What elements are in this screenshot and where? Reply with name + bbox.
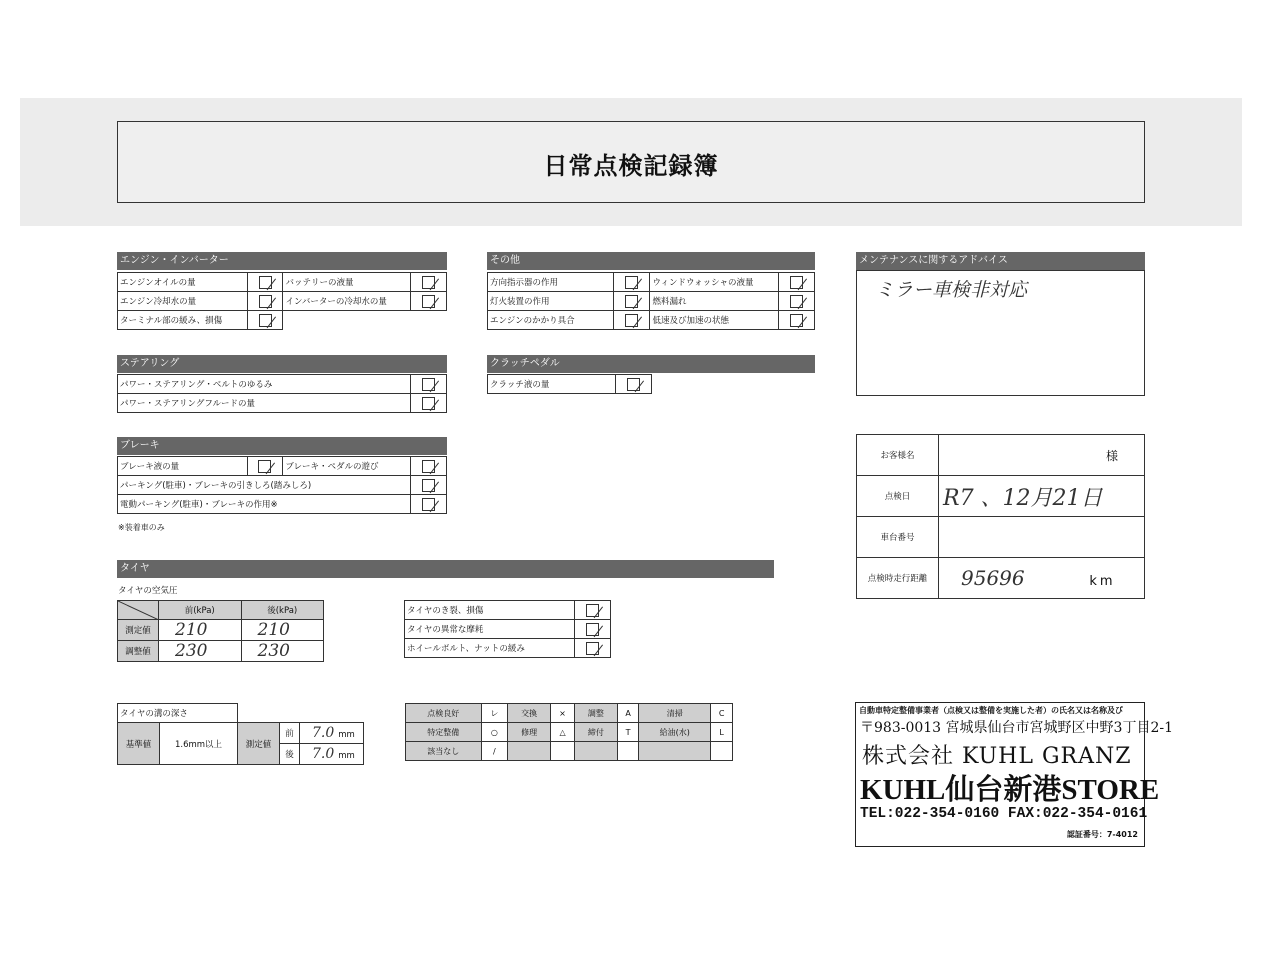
brake-item: ブレーキ液の量 — [118, 457, 248, 476]
check-mark-icon — [259, 295, 272, 308]
table-row — [488, 292, 815, 311]
legend-label: 給油(水) — [639, 723, 711, 742]
table-row — [118, 476, 447, 495]
measured-rear-value: 210 — [257, 620, 290, 640]
diagonal-line-icon — [118, 601, 159, 620]
table-row — [118, 394, 447, 413]
mileage-unit: km — [1089, 574, 1116, 589]
other-item: エンジンのかかり具合 — [488, 311, 614, 330]
clutch-item: クラッチ液の量 — [488, 375, 616, 394]
check-mark-icon — [422, 498, 435, 511]
table-row — [405, 639, 611, 658]
adjusted-front-value: 230 — [175, 641, 208, 661]
legend-symbol: / — [481, 742, 508, 761]
other-table — [487, 272, 815, 330]
checkbox[interactable] — [778, 292, 814, 311]
check-mark-icon — [259, 276, 272, 289]
checkbox[interactable] — [411, 394, 447, 413]
check-mark-icon — [422, 276, 435, 289]
check-mark-icon — [422, 460, 435, 473]
stamp-line-6: 認証番号：7-4012 — [1066, 830, 1138, 839]
legend-label: 交換 — [508, 704, 551, 723]
legend-label: 点検良好 — [406, 704, 482, 723]
table-row — [118, 495, 447, 514]
customer-name-field[interactable] — [939, 435, 1145, 476]
customer-name-label: お客様名 — [857, 435, 939, 476]
brake-section-header: ブレーキ — [117, 437, 447, 455]
measured-front-value: 210 — [175, 620, 208, 640]
table-row — [857, 558, 1145, 599]
depth-front-field[interactable] — [300, 723, 364, 744]
tire-section-header: タイヤ — [117, 560, 774, 578]
clutch-section-header: クラッチペダル — [487, 355, 815, 373]
stamp-line-3: 株式会社 KUHL GRANZ — [862, 744, 1132, 769]
advice-section-header: メンテナンスに関するアドバイス — [856, 252, 1145, 270]
check-mark-icon — [422, 397, 435, 410]
steering-item: パワー・ステアリング・ベルトのゆるみ — [118, 375, 411, 394]
check-mark-icon — [790, 295, 803, 308]
engine-table — [117, 272, 447, 330]
engine-item: バッテリーの液量 — [283, 273, 411, 292]
check-mark-icon — [625, 295, 638, 308]
checkbox[interactable] — [247, 292, 283, 311]
legend-label: 清掃 — [639, 704, 711, 723]
engine-item: エンジンオイルの量 — [118, 273, 248, 292]
legend-label: 該当なし — [406, 742, 482, 761]
tire-depth-table — [117, 703, 364, 765]
depth-label: タイヤの溝の深さ — [118, 704, 238, 723]
mileage-label: 点検時走行距離 — [857, 558, 939, 599]
legend-symbol: ○ — [481, 723, 508, 742]
checkbox[interactable] — [575, 601, 611, 620]
brake-footnote: ※装着車のみ — [118, 523, 165, 532]
legend-label: 締付 — [574, 723, 617, 742]
legend-symbol: C — [711, 704, 733, 723]
brake-item: ブレーキ・ペダルの遊び — [283, 457, 411, 476]
depth-rear-value: 7.0 — [312, 746, 335, 762]
table-row — [406, 723, 733, 742]
table-row — [406, 742, 733, 761]
checkbox[interactable] — [411, 375, 447, 394]
measured-rear-field[interactable] — [241, 620, 324, 641]
title-box — [117, 121, 1145, 203]
stamp-line-1: 自動車特定整備事業者（点検又は整備を実施した者）の氏名又は名称及び — [859, 706, 1123, 715]
legend-label: 特定整備 — [406, 723, 482, 742]
check-mark-icon — [422, 378, 435, 391]
legend-symbol: × — [551, 704, 575, 723]
adjusted-label: 調整値 — [118, 641, 159, 662]
check-mark-icon — [586, 623, 599, 636]
legend-symbol: A — [617, 704, 638, 723]
depth-rear-field[interactable] — [300, 744, 364, 765]
engine-item: インバーターの冷却水の量 — [283, 292, 411, 311]
depth-front-label: 前 — [280, 723, 300, 744]
advice-box[interactable] — [856, 270, 1145, 396]
legend-symbol: レ — [481, 704, 508, 723]
depth-unit: mm — [338, 751, 355, 761]
engine-item: ターミナル部の緩み、損傷 — [118, 311, 248, 330]
table-row — [118, 375, 447, 394]
legend-label: 調整 — [574, 704, 617, 723]
adjusted-front-field[interactable] — [159, 641, 242, 662]
adjusted-rear-value: 230 — [257, 641, 290, 661]
standard-label: 基準値 — [118, 723, 160, 765]
steering-item: パワー・ステアリングフルードの量 — [118, 394, 411, 413]
check-mark-icon — [790, 276, 803, 289]
tire-pressure-table — [117, 600, 324, 662]
check-mark-icon — [258, 460, 271, 473]
table-row — [118, 641, 324, 662]
brake-table — [117, 456, 447, 514]
depth-front-value: 7.0 — [312, 725, 335, 741]
table-row — [118, 723, 364, 744]
checkbox[interactable] — [247, 311, 283, 330]
table-row — [857, 435, 1145, 476]
check-mark-icon — [422, 479, 435, 492]
advice-note: ミラー車検非対応 — [875, 279, 1028, 301]
check-mark-icon — [586, 604, 599, 617]
customer-name-suffix: 様 — [1105, 448, 1118, 463]
checkbox[interactable] — [616, 375, 652, 394]
checkbox[interactable] — [575, 639, 611, 658]
check-mark-icon — [625, 314, 638, 327]
diagonal-cell — [118, 601, 159, 620]
table-row — [406, 704, 733, 723]
table-row — [118, 311, 447, 330]
tire-pressure-label: タイヤの空気圧 — [118, 586, 178, 596]
tire-check-item: タイヤの異常な摩耗 — [405, 620, 575, 639]
date-field[interactable] — [939, 476, 1145, 517]
table-row — [118, 273, 447, 292]
mileage-field[interactable] — [939, 558, 1145, 599]
legend-table — [405, 703, 733, 761]
check-mark-icon — [586, 642, 599, 655]
legend-symbol: L — [711, 723, 733, 742]
check-mark-icon — [422, 295, 435, 308]
tire-check-table — [404, 600, 611, 658]
checkbox[interactable] — [247, 457, 283, 476]
engine-section-header: エンジン・インバーター — [117, 252, 447, 270]
page-title: 日常点検記録簿 — [543, 152, 719, 180]
table-row — [118, 601, 324, 620]
clutch-table — [487, 374, 652, 394]
checkbox[interactable] — [247, 273, 283, 292]
stamp-line-5: TEL:022-354-0160 FAX:022-354-0161 — [860, 806, 1148, 822]
other-section-header: その他 — [487, 252, 815, 270]
depth-unit: mm — [338, 730, 355, 740]
legend-symbol: △ — [551, 723, 575, 742]
depth-rear-label: 後 — [280, 744, 300, 765]
checkbox[interactable] — [778, 273, 814, 292]
other-item: ウィンドウォッシャの液量 — [650, 273, 778, 292]
table-row — [405, 601, 611, 620]
other-item: 方向指示器の作用 — [488, 273, 614, 292]
date-value: R7 、12月21日 — [943, 485, 1103, 511]
checkbox[interactable] — [614, 311, 650, 330]
check-mark-icon — [790, 314, 803, 327]
table-row — [118, 457, 447, 476]
steering-table — [117, 374, 447, 413]
checkbox[interactable] — [411, 457, 447, 476]
date-label: 点検日 — [857, 476, 939, 517]
check-mark-icon — [625, 276, 638, 289]
tire-check-item: ホイールボルト、ナットの緩み — [405, 639, 575, 658]
checkbox[interactable] — [411, 495, 447, 514]
tire-check-item: タイヤのき裂、損傷 — [405, 601, 575, 620]
plate-label: 車台番号 — [857, 517, 939, 558]
check-mark-icon — [627, 378, 640, 391]
table-row — [488, 375, 652, 394]
measured-front-field[interactable] — [159, 620, 242, 641]
customer-table — [856, 434, 1145, 599]
table-row — [118, 292, 447, 311]
adjusted-rear-field[interactable] — [241, 641, 324, 662]
standard-value: 1.6mm以上 — [160, 723, 238, 765]
checkbox[interactable] — [411, 476, 447, 495]
steering-section-header: ステアリング — [117, 355, 447, 373]
table-row — [857, 476, 1145, 517]
checkbox[interactable] — [614, 292, 650, 311]
other-item: 燃料漏れ — [650, 292, 778, 311]
check-mark-icon — [259, 314, 272, 327]
brake-item: パーキング(駐車)・ブレーキの引きしろ(踏みしろ) — [118, 476, 411, 495]
other-item: 低速及び加速の状態 — [650, 311, 778, 330]
stamp-line-4: KUHL仙台新港STORE — [860, 774, 1160, 806]
legend-symbol: T — [617, 723, 638, 742]
measured-label: 測定値 — [118, 620, 159, 641]
checkbox[interactable] — [411, 292, 447, 311]
table-row — [118, 620, 324, 641]
table-row — [857, 517, 1145, 558]
depth-measured-label: 測定値 — [238, 723, 280, 765]
dealer-stamp — [855, 702, 1173, 847]
table-row — [405, 620, 611, 639]
table-row — [118, 704, 364, 723]
stamp-line-2: 〒983-0013 宮城県仙台市宮城野区中野3丁目2-1 — [860, 720, 1173, 736]
brake-item: 電動パーキング(駐車)・ブレーキの作用※ — [118, 495, 411, 514]
front-header: 前(kPa) — [159, 601, 242, 620]
checkbox[interactable] — [411, 273, 447, 292]
table-row — [488, 311, 815, 330]
engine-item: エンジン冷却水の量 — [118, 292, 248, 311]
checkbox[interactable] — [778, 311, 814, 330]
checkbox[interactable] — [575, 620, 611, 639]
legend-label: 修理 — [508, 723, 551, 742]
plate-field[interactable] — [939, 517, 1145, 558]
other-item: 灯火装置の作用 — [488, 292, 614, 311]
mileage-value: 95696 — [961, 566, 1025, 590]
rear-header: 後(kPa) — [241, 601, 324, 620]
table-row — [488, 273, 815, 292]
checkbox[interactable] — [614, 273, 650, 292]
